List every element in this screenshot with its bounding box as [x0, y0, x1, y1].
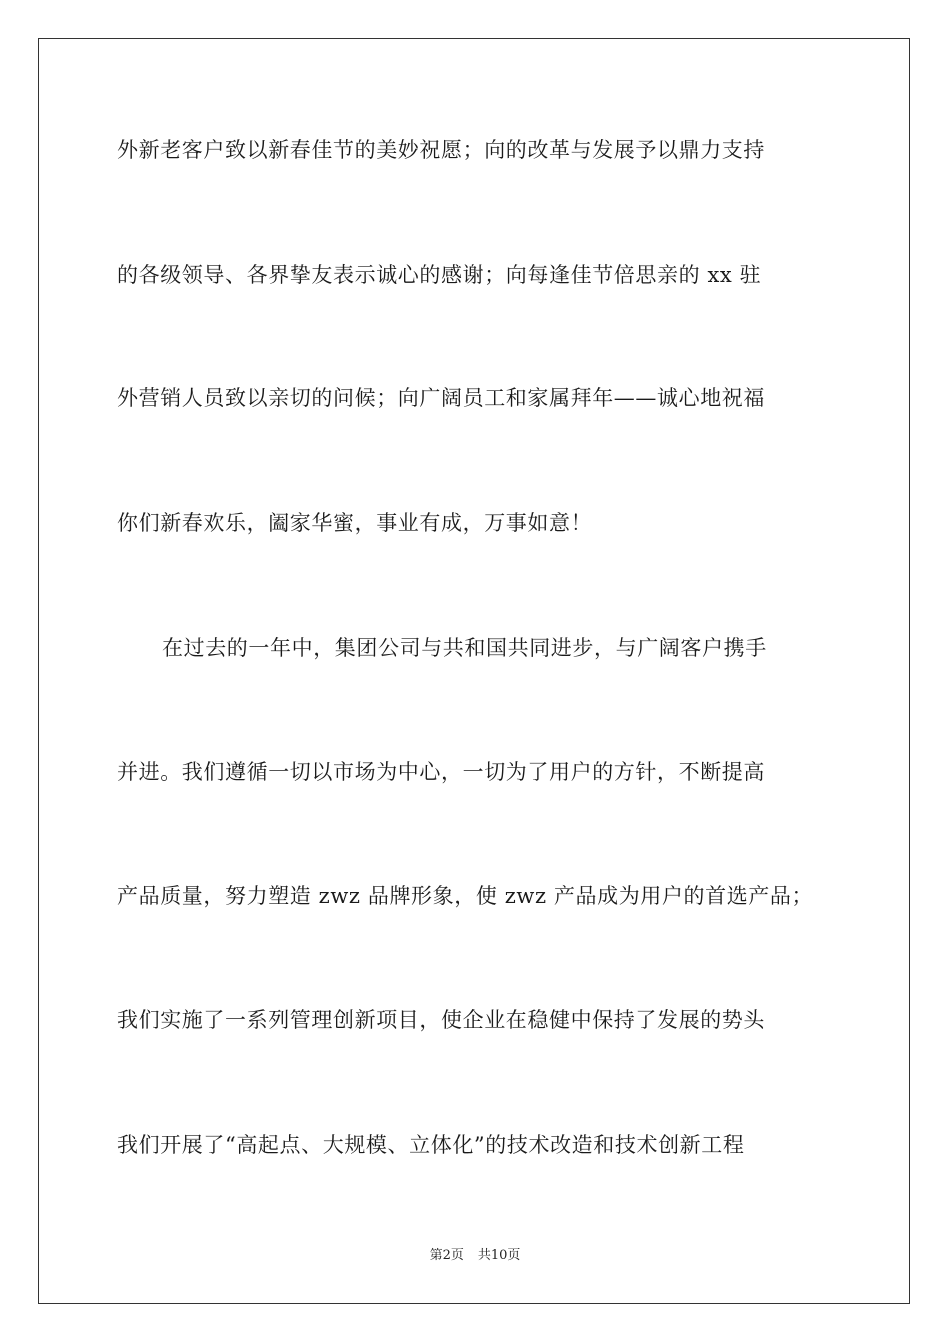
body-text-line: 我们实施了一系列管理创新项目，使企业在稳健中保持了发展的势头 [117, 1008, 765, 1032]
body-text-line: 外新老客户致以新春佳节的美妙祝愿；向的改革与发展予以鼎力支持 [117, 138, 765, 162]
body-text-line: 我们开展了“高起点、大规模、立体化”的技术改造和技术创新工程 [117, 1133, 745, 1157]
page-number: 第2页 [429, 1248, 464, 1263]
paragraph-first-line: 在过去的一年中，集团公司与共和国共同进步，与广阔客户携手 [162, 636, 767, 660]
page-total: 共10页 [477, 1248, 521, 1263]
body-text-line: 你们新春欢乐，阖家华蜜，事业有成，万事如意！ [117, 511, 593, 535]
page-footer [0, 1247, 950, 1265]
body-text-line: 并进。我们遵循一切以市场为中心，一切为了用户的方针，不断提高 [117, 760, 765, 784]
body-text-line: 产品质量，努力塑造 zwz 品牌形象，使 zwz 产品成为用户的首选产品； [117, 884, 814, 908]
body-text-line: 的各级领导、各界挚友表示诚心的感谢；向每逢佳节倍思亲的 xx 驻 [117, 263, 762, 287]
page-frame [38, 38, 910, 1304]
body-text-line: 外营销人员致以亲切的问候；向广阔员工和家属拜年——诚心地祝福 [117, 386, 765, 410]
